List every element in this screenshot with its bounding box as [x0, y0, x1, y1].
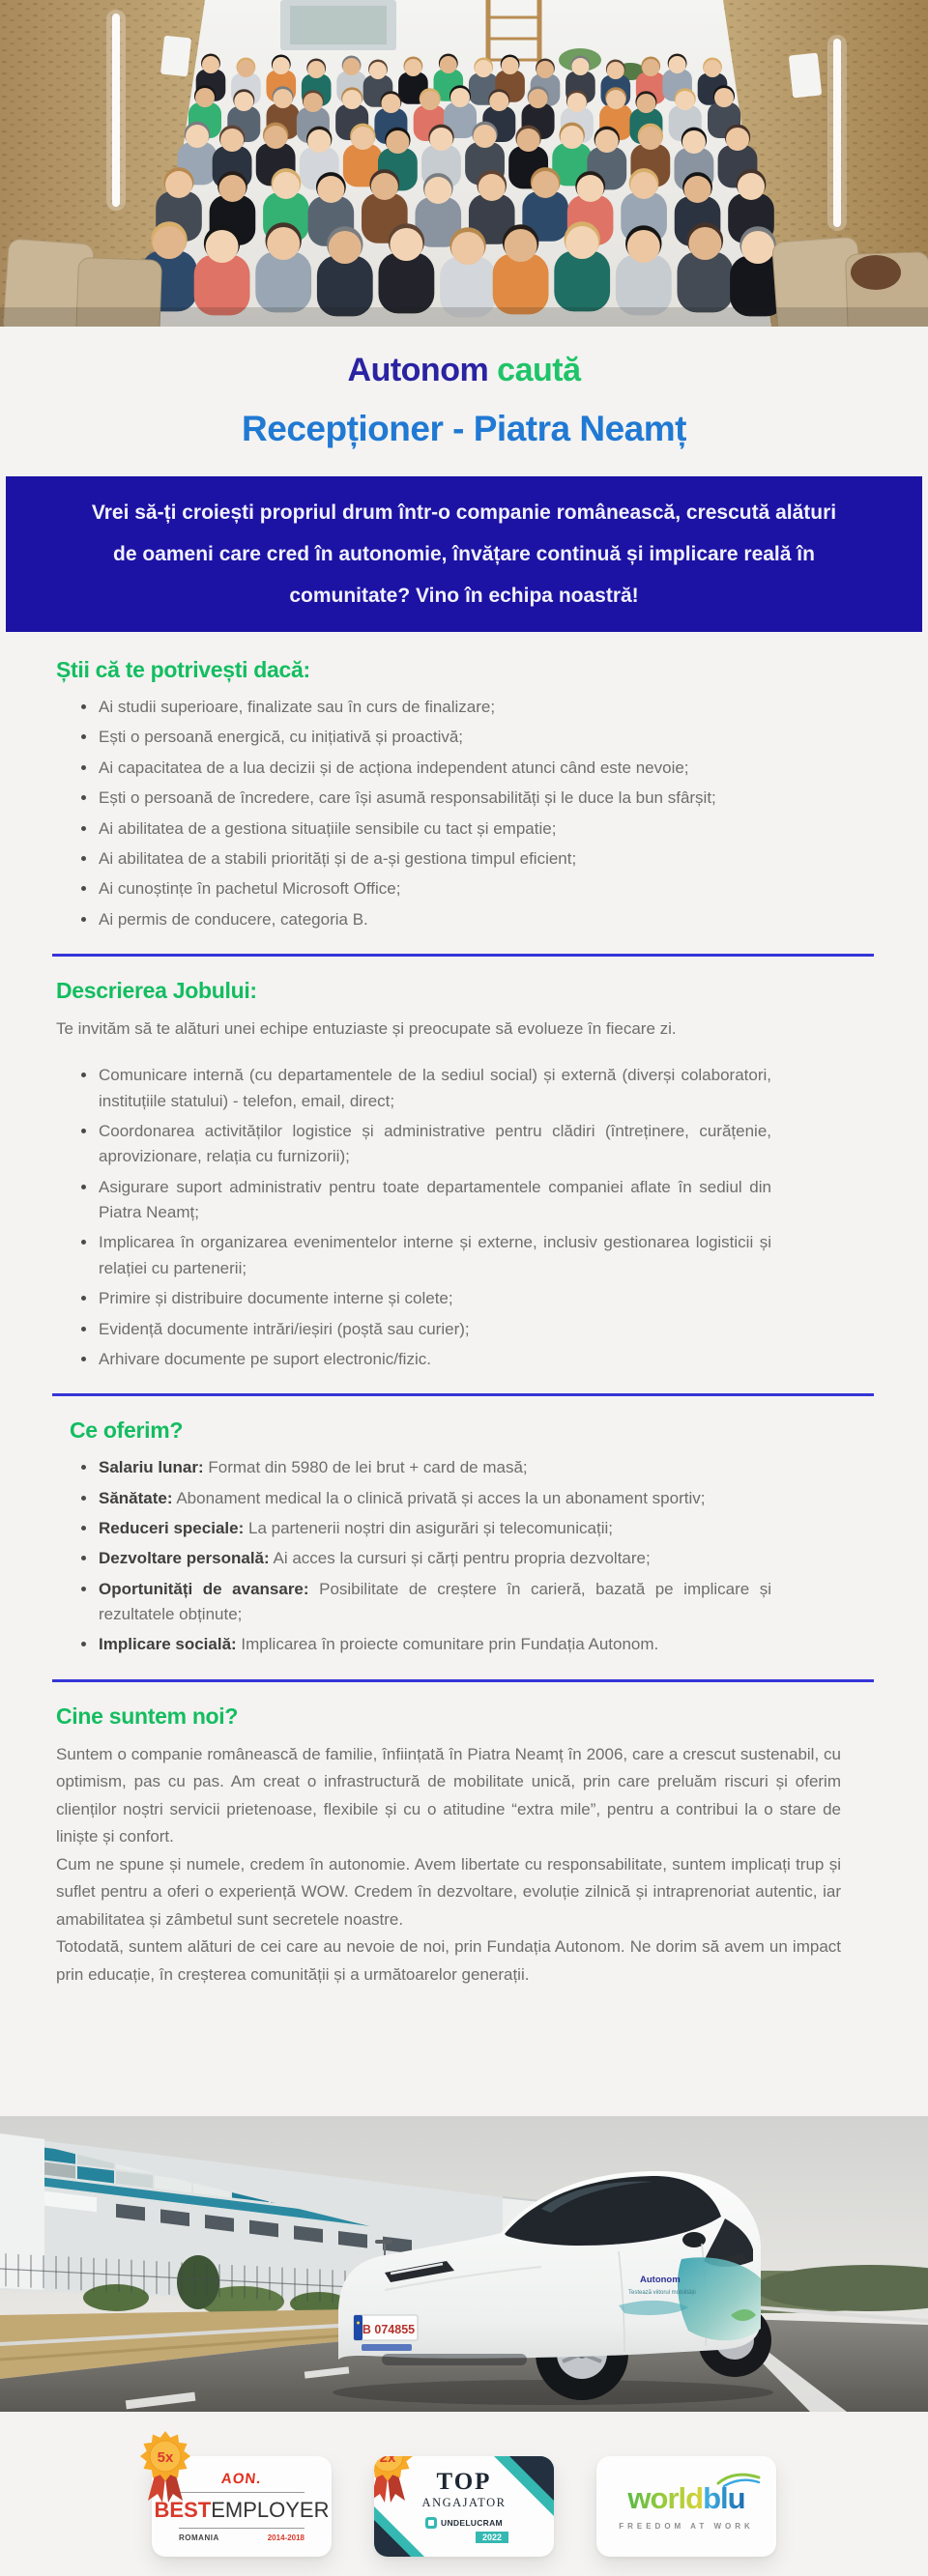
award-rosette-icon [136, 2429, 194, 2512]
offer-item: Implicare socială: Implicarea în proiecte comunitare prin Fundația Autonom. [79, 1632, 771, 1657]
worldblu-tagline: FREEDOM AT WORK [619, 2521, 754, 2531]
list-item: Ai permis de conducere, categoria B. [79, 907, 771, 932]
about-paragraph: Suntem o companie românească de familie, înființată în Piatra Neamț în 2006, care a crescut sustenabil, cu optimism, pas cu pas. Am creat o infrastructură de mobilitate unică, prin care preluăm riscuri și oferim clienților noștri servicii prietenoase, flexibile și cu o atitudine “extra mile”, pentru a contribui la o stare de liniște și confort. [56, 1744, 841, 1846]
car-photo-illustration [0, 2116, 928, 2412]
award-card-aon-best-employer [152, 2449, 332, 2557]
top-angajator-title: TOP [436, 2469, 492, 2495]
job-list [56, 1063, 771, 1372]
list-item: Ești o persoană de încredere, care își asumă responsabilități și le duce la bun sfârșit; [79, 786, 771, 811]
section-offer [56, 1417, 889, 1657]
section-heading-about: Cine suntem noi? [56, 1703, 239, 1729]
divider-line [179, 2492, 304, 2493]
offer-item: Salariu lunar: Format din 5980 de lei brut + card de masă; [79, 1455, 771, 1480]
intro-banner-text: Vrei să-ți croiești propriul drum într-o companie românească, crescută alături de oameni care cred în autonomie, învățare continuă și implicare reală în comunitate? Vino în echipa noastră! [91, 501, 837, 608]
list-item: Coordonarea activităților logistice și administrative pentru clădiri (întreținere, curățenie, aprovizionare, relația cu furnizorii); [79, 1119, 771, 1170]
car-wrap-graphic [678, 2257, 761, 2340]
section-heading-fit: Știi că te potrivești dacă: [56, 657, 310, 683]
corner-accent [374, 2520, 411, 2557]
corner-accent [509, 2456, 554, 2501]
wall-speaker [160, 36, 191, 77]
award-year-badge: 2022 [476, 2532, 508, 2543]
wall-speaker [789, 53, 822, 99]
offer-item: Dezvoltare personală: Ai acces la cursuri și cărți pentru propria dezvoltare; [79, 1546, 771, 1571]
list-item: Comunicare internă (cu departamentele de la sediul social) și externă (diverși colaboratori, instituțiile statului) - telefon, email, direct; [79, 1063, 771, 1114]
award-card-worldblu [596, 2456, 776, 2557]
section-divider [52, 1393, 874, 1396]
section-divider [52, 954, 874, 957]
car-door-brand: Autonom [640, 2275, 681, 2285]
list-item: Ai capacitatea de a lua decizii și de acționa independent atunci când este nevoie; [79, 756, 771, 781]
job-description-content [0, 632, 928, 2018]
offer-item: Reduceri speciale: La partenerii noștri din asigurări și telecomunicații; [79, 1516, 771, 1541]
about-paragraph: Cum ne spune și numele, credem în autonomie. Avem libertate cu responsabilitate, suntem implicați trup și suflet pentru a oferi o experiență WOW. Credem în dezvoltare, evoluție zilnică și intraprenoriat autentic, iar amabilitatea și zâmbetul sunt secretele noastre. [56, 1854, 841, 1929]
job-title: Recepționer - Piatra Neamț [242, 409, 686, 448]
license-plate-number: B 074855 [362, 2323, 416, 2336]
top-angajator-subtitle: ANGAJATOR [421, 2496, 507, 2509]
section-heading-offer: Ce oferim? [70, 1417, 184, 1444]
car-photo [0, 2116, 928, 2412]
intro-banner [6, 476, 922, 632]
team-photo-illustration [0, 0, 928, 327]
car-door-tagline: Testează viitorul mobilității [628, 2290, 696, 2296]
section-about [56, 1703, 889, 1989]
about-paragraph: Totodată, suntem alături de cei care au nevoie de noi, prin Fundația Autonom. Ne dorim să avem un impact prin educație, în creșterea comunității și a următoarelor generații. [56, 1937, 841, 1984]
offer-item: Oportunități de avansare: Posibilitate de creștere în carieră, bazată pe implicare și rezultatele obținute; [79, 1577, 771, 1628]
list-item: Ai cunoștințe în pachetul Microsoft Office; [79, 876, 771, 902]
award-multiplier: 5x [157, 2449, 174, 2466]
page-title [0, 352, 928, 389]
best-employer-title: BESTEMPLOYER [154, 2498, 330, 2522]
list-item: Asigurare suport administrativ pentru toate departamentele companiei aflate în sediul din Piatra Neamț; [79, 1175, 771, 1226]
divider-line [179, 2528, 304, 2529]
undelucram-brand: UNDELUCRAM [441, 2518, 503, 2528]
list-item: Arhivare documente pe suport electronic/fizic. [79, 1347, 771, 1372]
list-item: Ești o persoană energică, cu inițiativă și proactivă; [79, 725, 771, 750]
undelucram-icon [425, 2517, 437, 2529]
job-intro: Te invităm să te alături unei echipe entuziaste și preocupate să evolueze în fiecare zi. [56, 1018, 677, 1038]
team-photo [0, 0, 928, 327]
brand-name: Autonom [347, 352, 489, 388]
list-item: Primire și distribuire documente interne și colete; [79, 1286, 771, 1311]
section-fit [56, 657, 889, 932]
list-item: Evidență documente intrări/ieșiri (poștă sau curier); [79, 1317, 771, 1342]
section-job [56, 978, 889, 1372]
aon-logo: AON. [220, 2471, 263, 2487]
list-item: Ai abilitatea de a stabili priorități și de a-și gestiona timpul eficient; [79, 846, 771, 872]
offer-item: Sănătate: Abonament medical la o clinică privată și acces la un abonament sportiv; [79, 1486, 771, 1511]
award-years: 2014-2018 [267, 2533, 304, 2542]
section-divider [52, 1679, 874, 1682]
offer-list [56, 1455, 771, 1657]
list-item: Ai studii superioare, finalizate sau în curs de finalizare; [79, 695, 771, 720]
header [0, 327, 928, 449]
brand-suffix: caută [497, 352, 581, 388]
award-country: ROMANIA [179, 2533, 219, 2542]
award-card-top-angajator [374, 2449, 554, 2557]
award-multiplier: 2x [379, 2449, 396, 2466]
award-rosette-icon [374, 2449, 417, 2512]
fit-list [56, 695, 771, 932]
license-plate [354, 2315, 418, 2351]
worldblu-flourish-icon [716, 2470, 761, 2487]
list-item: Ai abilitatea de a gestiona situațiile sensibile cu tact și empatie; [79, 816, 771, 842]
section-heading-job: Descrierea Jobului: [56, 977, 257, 1003]
list-item: Implicarea în organizarea evenimentelor interne și externe, inclusiv gestionarea logisticii și relației cu partenerii; [79, 1230, 771, 1281]
awards-footer [0, 2412, 928, 2576]
worldblu-logo: worldblu [627, 2483, 744, 2513]
